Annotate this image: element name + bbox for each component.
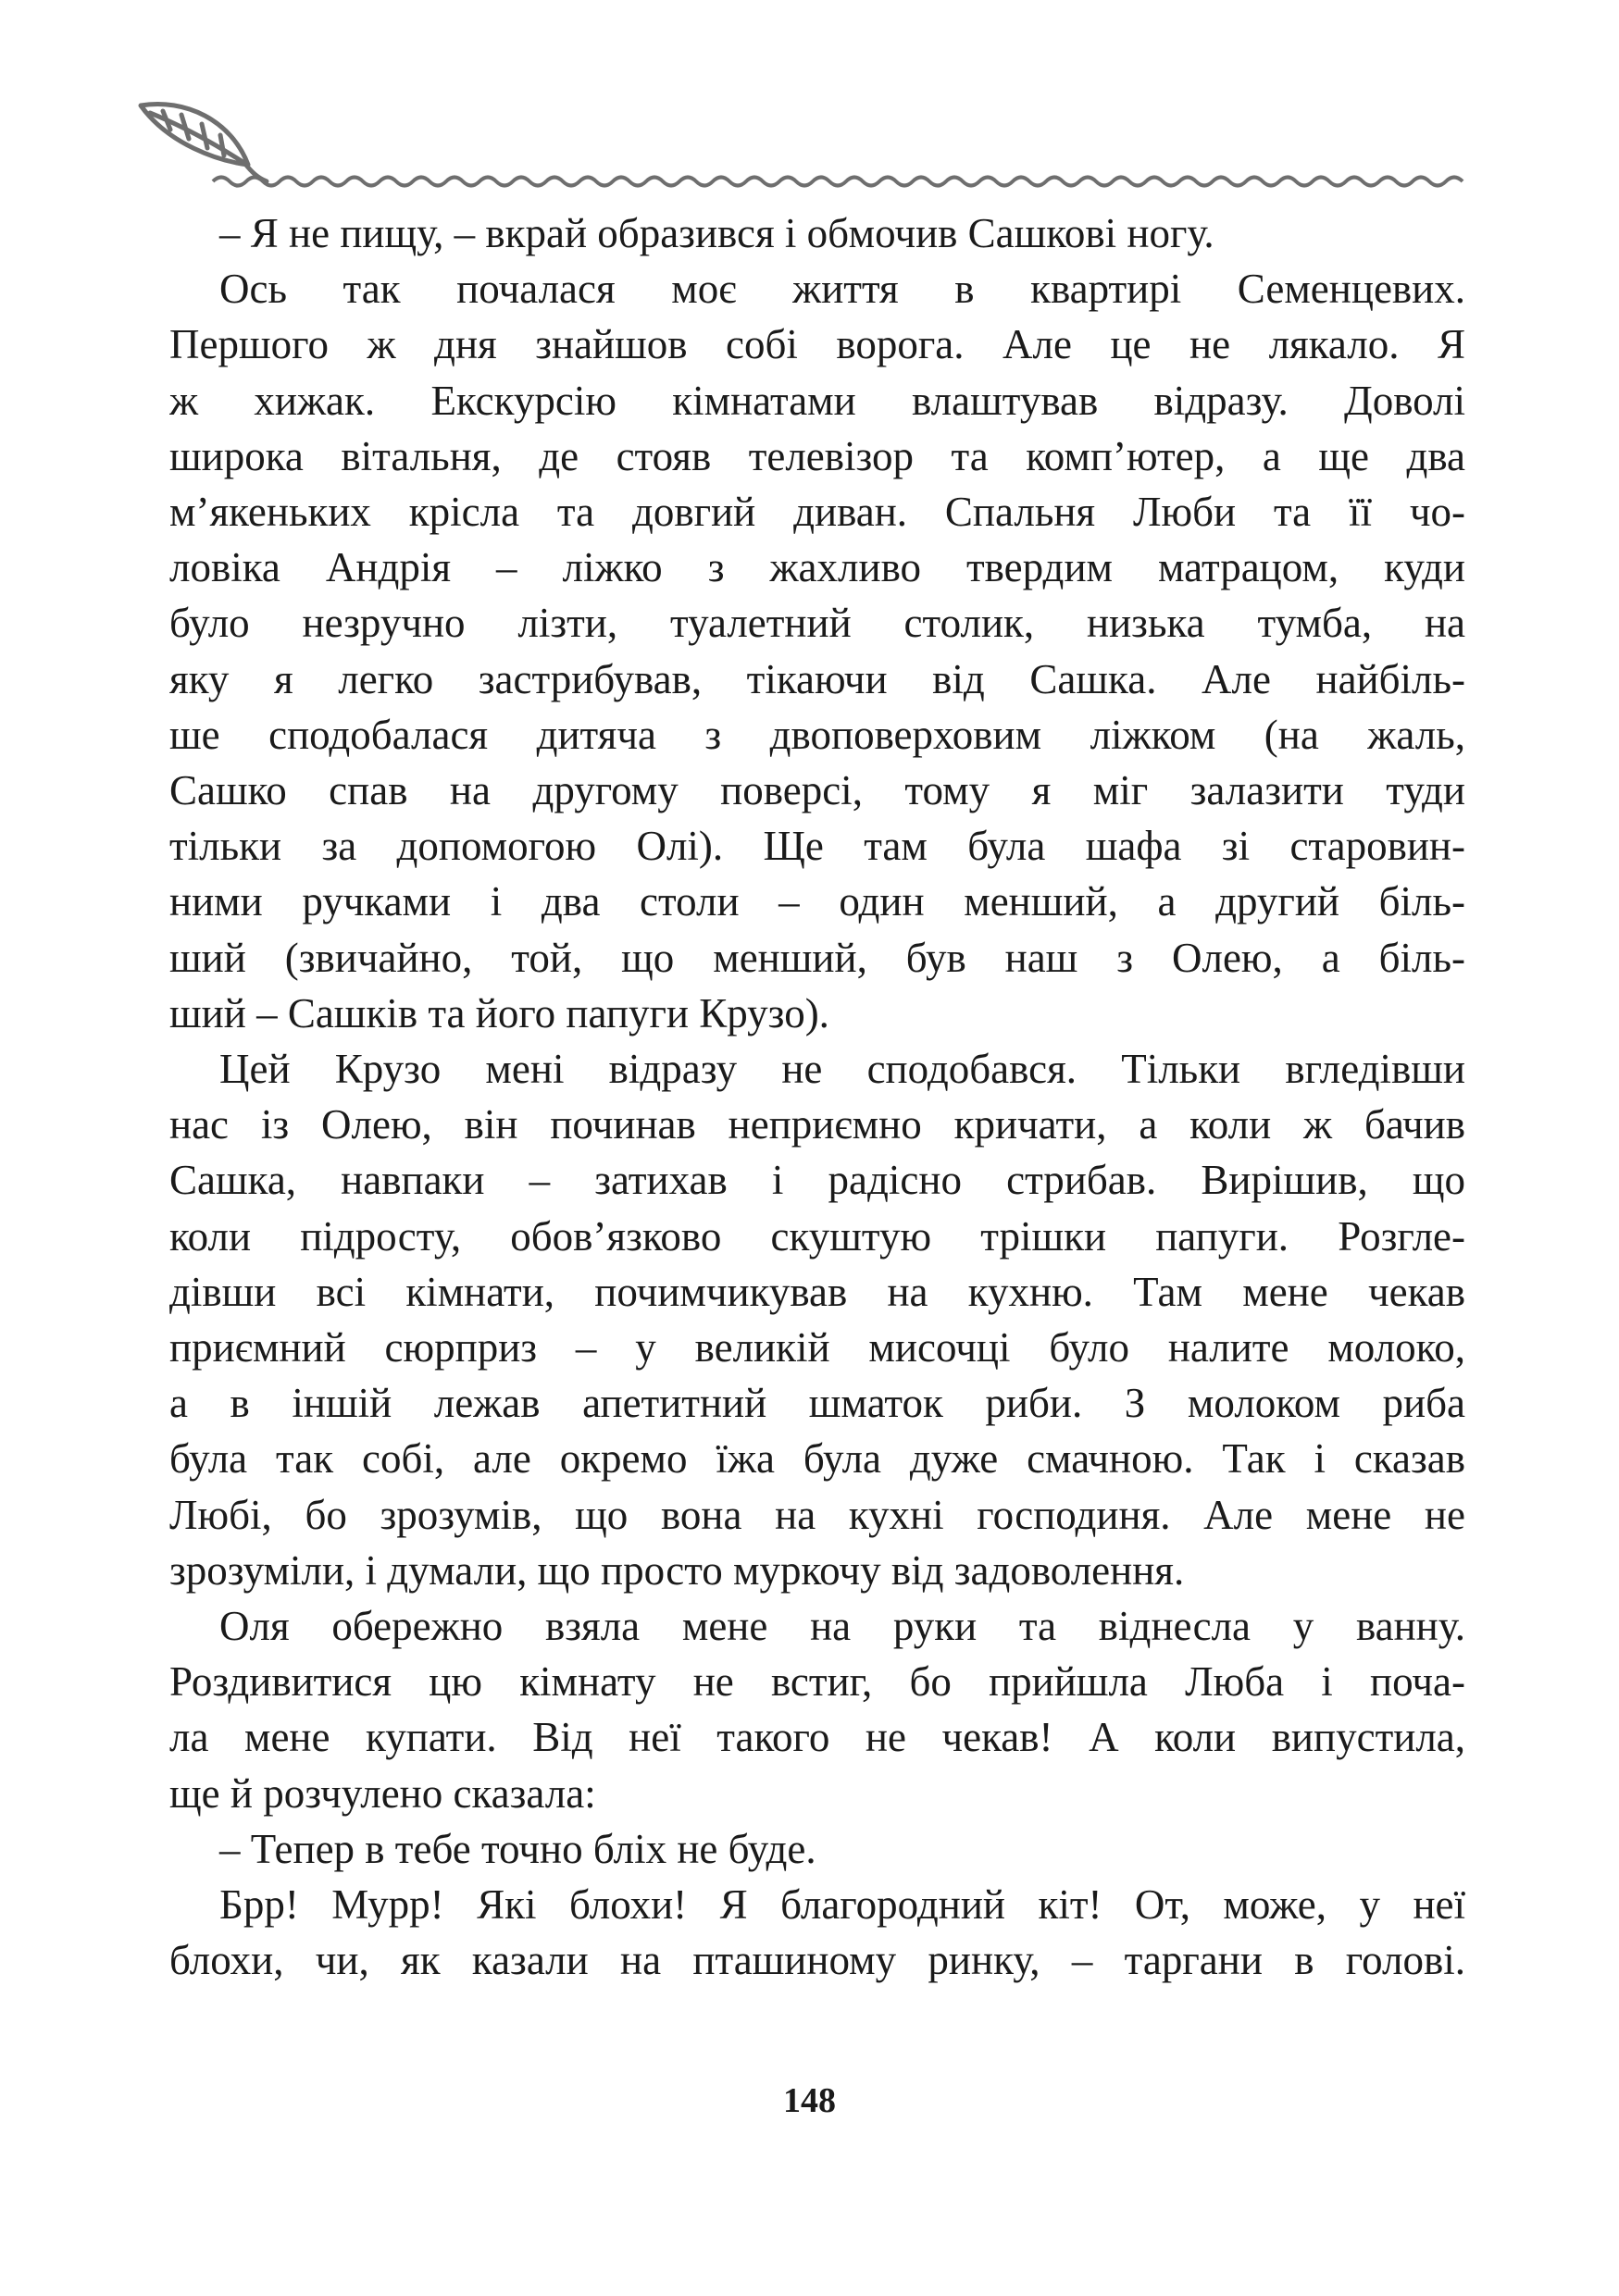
body-text [169, 205, 1465, 1989]
text-line: Першого ж дня знайшов собі ворога. Але це не лякало. Я [169, 321, 1465, 368]
text-line: блохи, чи, як казали на пташиному ринку, – таргани в голові. [169, 1937, 1465, 1984]
text-line: було незручно лізти, туалетний столик, низька тумба, на [169, 600, 1465, 647]
text-line: яку я легко застрибував, тікаючи від Сашка. Але найбіль- [169, 655, 1465, 702]
text-line: тільки за допомогою Олі). Ще там була шафа зі старовин- [169, 823, 1465, 870]
text-line: Цей Крузо мені відразу не сподобався. Тільки вгледівши [219, 1046, 1465, 1093]
text-line: Сашка, навпаки – затихав і радісно стрибав. Вирішив, що [169, 1157, 1465, 1204]
text-line: Роздивитися цю кімнату не встиг, бо прийшла Люба і поча- [169, 1658, 1465, 1706]
text-line: – Я не пищу, – вкрай образився і обмочив Сашкові ногу. [219, 210, 1214, 256]
text-line: Оля обережно взяла мене на руки та віднесла у ванну. [219, 1603, 1465, 1650]
text-line: м’якеньких крісла та довгий диван. Спальня Люби та її чо- [169, 489, 1465, 536]
text-line: Ось так почалася моє життя в квартирі Семенцевих. [219, 266, 1465, 313]
text-line: Любі, бо зрозумів, що вона на кухні господиня. Але мене не [169, 1491, 1465, 1538]
header-ornament [130, 93, 1472, 194]
text-line: Сашко спав на другому поверсі, тому я міг залазити туди [169, 767, 1465, 814]
text-line: зрозуміли, і думали, що просто муркочу від задоволення. [169, 1546, 1185, 1594]
text-line: ший (звичайно, той, що менший, був наш з Олею, а біль- [169, 934, 1465, 981]
text-line: була так собі, але окремо їжа була дуже смачною. Так і сказав [169, 1435, 1465, 1483]
text-line: а в іншій лежав апетитний шматок риби. З молоком риба [169, 1380, 1465, 1427]
text-line: ловіка Андрія – ліжко з жахливо твердим матрацом, куди [169, 544, 1465, 591]
text-line: ще й розчулено сказала: [169, 1769, 596, 1817]
wavy-divider-line [213, 178, 1463, 186]
text-line: Брр! Мурр! Які блохи! Я благородний кіт! От, може, у неї [219, 1881, 1465, 1929]
text-line: ж хижак. Екскурсію кімнатами влаштував відразу. Доволі [169, 377, 1465, 424]
text-line: нас із Олею, він починав неприємно кричати, а коли ж бачив [169, 1101, 1465, 1148]
text-line: дівши всі кімнати, почимчикував на кухню. Там мене чекав [169, 1268, 1465, 1315]
text-line: приємний сюрприз – у великій мисочці було налите молоко, [169, 1324, 1465, 1371]
text-line: – Тепер в тебе точно бліх не буде. [219, 1825, 816, 1872]
text-line: коли підросту, обов’язково скуштую трішки папуги. Розгле- [169, 1212, 1465, 1260]
feather-quill-icon [141, 104, 267, 181]
page-number: 148 [783, 2081, 836, 2120]
text-line: ший – Сашків та його папуги Крузо). [169, 989, 829, 1036]
text-line: ше сподобалася дитяча з двоповерховим ліжком (на жаль, [169, 711, 1465, 758]
text-line: ла мене купати. Від неї такого не чекав! А коли випустила, [169, 1714, 1465, 1761]
text-line: широка вітальня, де стояв телевізор та комп’ютер, а ще два [169, 432, 1465, 479]
text-line: ними ручками і два столи – один менший, а другий біль- [169, 878, 1465, 925]
